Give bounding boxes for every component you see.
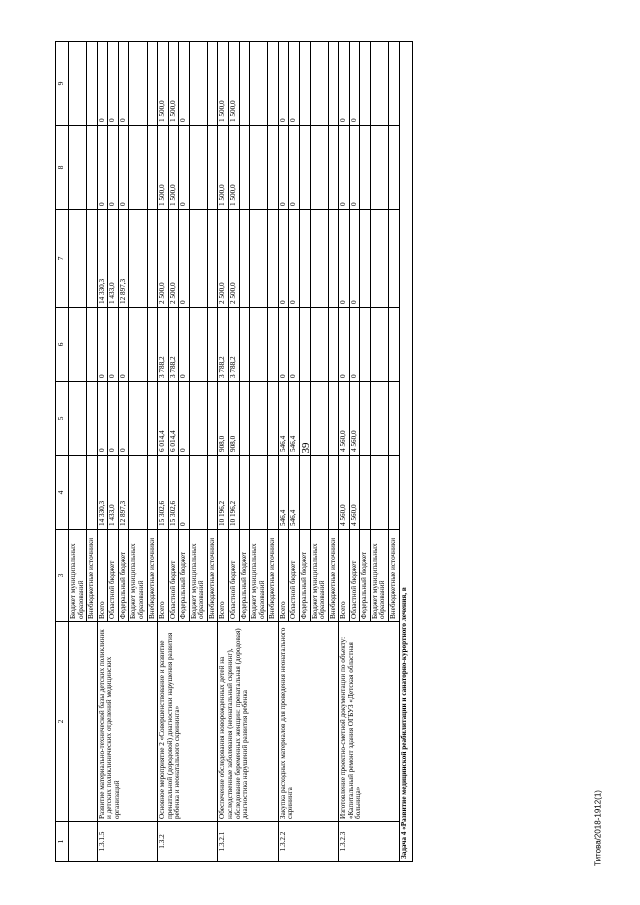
value-cell — [328, 42, 339, 126]
page-number: 39 — [300, 442, 312, 454]
value-cell: 3 788,2 — [218, 308, 229, 382]
value-cell — [87, 308, 98, 382]
value-cell: 0 — [339, 308, 350, 382]
value-cell: 1 500,0 — [218, 42, 229, 126]
value-cell — [250, 308, 268, 382]
table-row — [218, 42, 229, 862]
source-cell: Бюджет муниципальных образований — [250, 530, 268, 622]
value-cell — [370, 456, 388, 530]
value-cell — [389, 126, 400, 210]
value-cell: 0 — [289, 126, 300, 210]
value-cell — [310, 308, 328, 382]
title-cell: Изготовление проектно-сметной документации по объекту: «Капитальный ремонт здания ОГБУЗ «Детская областная больница» — [339, 622, 399, 822]
value-cell — [189, 456, 207, 530]
value-cell: 1 500,0 — [158, 42, 169, 126]
source-cell: Внебюджетные источники — [207, 530, 218, 622]
value-cell: 0 — [108, 126, 119, 210]
code-cell — [69, 822, 98, 862]
value-cell — [207, 456, 218, 530]
column-header: 1 — [56, 822, 69, 862]
value-cell — [189, 382, 207, 456]
value-cell — [189, 308, 207, 382]
value-cell: 1 500,0 — [229, 42, 240, 126]
value-cell — [389, 382, 400, 456]
source-cell: Внебюджетные источники — [87, 530, 98, 622]
value-cell — [299, 42, 310, 126]
value-cell: 4 560,0 — [339, 456, 350, 530]
source-cell: Внебюджетные источники — [268, 530, 279, 622]
value-cell: 12 897,3 — [118, 456, 129, 530]
value-cell — [250, 126, 268, 210]
value-cell — [69, 308, 87, 382]
source-cell: Всего — [278, 530, 289, 622]
value-cell: 0 — [118, 382, 129, 456]
value-cell: 2 500,0 — [168, 210, 179, 308]
value-cell: 4 560,0 — [349, 456, 360, 530]
source-cell: Федеральный бюджет — [299, 530, 310, 622]
column-header: 5 — [56, 382, 69, 456]
value-cell — [370, 308, 388, 382]
value-cell: 15 302,6 — [158, 456, 169, 530]
value-cell — [299, 308, 310, 382]
value-cell — [207, 42, 218, 126]
value-cell — [370, 210, 388, 308]
value-cell — [207, 308, 218, 382]
value-cell — [69, 456, 87, 530]
value-cell: 0 — [349, 42, 360, 126]
code-cell: 1.3.2 — [158, 822, 218, 862]
value-cell — [328, 126, 339, 210]
table-row — [69, 42, 87, 862]
budget-table — [55, 41, 413, 862]
value-cell — [129, 308, 147, 382]
column-header: 4 — [56, 456, 69, 530]
value-cell: 0 — [179, 126, 190, 210]
value-cell: 0 — [278, 126, 289, 210]
source-cell: Внебюджетные источники — [328, 530, 339, 622]
column-number-row — [56, 42, 69, 862]
value-cell — [299, 210, 310, 308]
value-cell — [239, 382, 250, 456]
value-cell: 546,4 — [278, 456, 289, 530]
value-cell — [360, 210, 371, 308]
value-cell: 3 788,2 — [158, 308, 169, 382]
value-cell: 1 500,0 — [158, 126, 169, 210]
value-cell — [389, 210, 400, 308]
value-cell — [250, 210, 268, 308]
column-header: 6 — [56, 308, 69, 382]
code-cell: 1.3.2.1 — [218, 822, 278, 862]
value-cell — [87, 42, 98, 126]
value-cell: 0 — [179, 42, 190, 126]
value-cell — [360, 308, 371, 382]
column-header: 2 — [56, 622, 69, 822]
value-cell — [299, 382, 310, 456]
column-header: 3 — [56, 530, 69, 622]
value-cell: 546,4 — [289, 456, 300, 530]
value-cell — [147, 308, 158, 382]
value-cell: 0 — [179, 382, 190, 456]
value-cell — [207, 210, 218, 308]
source-cell: Бюджет муниципальных образований — [189, 530, 207, 622]
value-cell: 546,4 — [289, 382, 300, 456]
value-cell: 14 330,3 — [97, 456, 108, 530]
value-cell — [268, 42, 279, 126]
value-cell — [69, 42, 87, 126]
title-cell: Закупка расходных материалов для проведения неонатального скрининга — [278, 622, 338, 822]
value-cell: 0 — [97, 42, 108, 126]
value-cell — [147, 210, 158, 308]
value-cell: 6 014,4 — [158, 382, 169, 456]
value-cell: 0 — [289, 308, 300, 382]
value-cell: 0 — [339, 42, 350, 126]
value-cell — [268, 456, 279, 530]
source-cell: Бюджет муниципальных образований — [129, 530, 147, 622]
value-cell — [69, 126, 87, 210]
value-cell: 0 — [278, 210, 289, 308]
value-cell: 0 — [118, 126, 129, 210]
value-cell — [268, 126, 279, 210]
column-header: 8 — [56, 126, 69, 210]
value-cell: 0 — [97, 308, 108, 382]
document-code: Титова/2018-1912(1) — [593, 790, 603, 866]
source-cell: Всего — [97, 530, 108, 622]
title-cell: Развитие материально-технической базы детских поликлиник и детских поликлинических отделений медицинских организаций — [97, 622, 157, 822]
value-cell — [239, 210, 250, 308]
value-cell: 0 — [97, 382, 108, 456]
table-row — [278, 42, 289, 862]
value-cell — [239, 456, 250, 530]
value-cell: 10 196,2 — [218, 456, 229, 530]
value-cell: 908,0 — [218, 382, 229, 456]
title-cell — [69, 622, 98, 822]
title-cell: Основное мероприятие 2 «Совершенствование и развитие пренатальной (дородовой) диагностики нарушения развития ребенка и неонатального скрининга» — [158, 622, 218, 822]
value-cell — [207, 382, 218, 456]
value-cell: 0 — [118, 308, 129, 382]
code-cell: 1.3.2.2 — [278, 822, 338, 862]
value-cell: 1 500,0 — [168, 42, 179, 126]
value-cell — [147, 42, 158, 126]
value-cell: 0 — [179, 210, 190, 308]
value-cell — [310, 126, 328, 210]
value-cell — [360, 456, 371, 530]
value-cell: 0 — [339, 210, 350, 308]
value-cell — [69, 382, 87, 456]
value-cell: 1 433,0 — [108, 456, 119, 530]
value-cell — [310, 382, 328, 456]
value-cell — [129, 210, 147, 308]
value-cell: 0 — [179, 456, 190, 530]
value-cell: 14 330,3 — [97, 210, 108, 308]
value-cell: 0 — [108, 308, 119, 382]
value-cell — [360, 382, 371, 456]
value-cell — [129, 126, 147, 210]
value-cell: 2 500,0 — [229, 210, 240, 308]
value-cell: 0 — [179, 308, 190, 382]
value-cell: 1 500,0 — [229, 126, 240, 210]
value-cell: 0 — [289, 210, 300, 308]
source-cell: Областной бюджет — [168, 530, 179, 622]
value-cell — [389, 456, 400, 530]
source-cell: Внебюджетные источники — [389, 530, 400, 622]
value-cell — [87, 210, 98, 308]
rotated-sheet — [55, 42, 585, 862]
value-cell: 0 — [118, 42, 129, 126]
value-cell: 12 897,3 — [118, 210, 129, 308]
value-cell — [87, 382, 98, 456]
value-cell: 0 — [339, 126, 350, 210]
value-cell: 10 196,2 — [229, 456, 240, 530]
value-cell: 1 500,0 — [218, 126, 229, 210]
value-cell — [370, 126, 388, 210]
value-cell: 0 — [97, 126, 108, 210]
value-cell: 0 — [289, 42, 300, 126]
task-heading: Задача 4 «Развитие медицинской реабилитации и санаторно-курортного лечения, в — [399, 42, 412, 862]
source-cell: Бюджет муниципальных образований — [370, 530, 388, 622]
value-cell — [239, 42, 250, 126]
value-cell: 1 433,0 — [108, 210, 119, 308]
value-cell: 3 788,2 — [168, 308, 179, 382]
table-row — [158, 42, 169, 862]
value-cell: 1 500,0 — [168, 126, 179, 210]
value-cell — [310, 210, 328, 308]
value-cell — [250, 382, 268, 456]
table-row — [97, 42, 108, 862]
source-cell: Бюджет муниципальных образований — [69, 530, 87, 622]
value-cell — [370, 382, 388, 456]
value-cell: 2 500,0 — [158, 210, 169, 308]
source-cell: Федеральный бюджет — [179, 530, 190, 622]
value-cell: 6 014,4 — [168, 382, 179, 456]
value-cell: 0 — [278, 42, 289, 126]
value-cell: 0 — [349, 126, 360, 210]
value-cell — [250, 456, 268, 530]
value-cell — [147, 126, 158, 210]
value-cell: 0 — [349, 308, 360, 382]
value-cell — [389, 42, 400, 126]
code-cell: 1.3.2.3 — [339, 822, 399, 862]
value-cell: 0 — [278, 308, 289, 382]
source-cell: Федеральный бюджет — [239, 530, 250, 622]
value-cell — [147, 382, 158, 456]
value-cell: 4 560,0 — [339, 382, 350, 456]
column-header: 7 — [56, 210, 69, 308]
source-cell: Всего — [218, 530, 229, 622]
value-cell — [328, 456, 339, 530]
value-cell: 546,4 — [278, 382, 289, 456]
code-cell: 1.3.1.5 — [97, 822, 157, 862]
value-cell — [189, 42, 207, 126]
source-cell: Федеральный бюджет — [118, 530, 129, 622]
value-cell: 4 560,0 — [349, 382, 360, 456]
value-cell: 0 — [108, 42, 119, 126]
value-cell — [310, 42, 328, 126]
value-cell — [239, 126, 250, 210]
source-cell: Всего — [339, 530, 350, 622]
value-cell — [328, 308, 339, 382]
value-cell — [299, 126, 310, 210]
value-cell — [129, 456, 147, 530]
value-cell — [189, 126, 207, 210]
value-cell: 3 788,2 — [229, 308, 240, 382]
value-cell — [250, 42, 268, 126]
value-cell — [268, 382, 279, 456]
value-cell — [268, 308, 279, 382]
value-cell — [239, 308, 250, 382]
value-cell — [147, 456, 158, 530]
value-cell: 0 — [349, 210, 360, 308]
value-cell — [268, 210, 279, 308]
value-cell: 0 — [108, 382, 119, 456]
value-cell — [360, 42, 371, 126]
source-cell: Областной бюджет — [229, 530, 240, 622]
source-cell: Внебюджетные источники — [147, 530, 158, 622]
source-cell: Бюджет муниципальных образований — [310, 530, 328, 622]
task-row — [399, 42, 412, 862]
value-cell — [360, 126, 371, 210]
value-cell — [129, 382, 147, 456]
value-cell — [87, 456, 98, 530]
source-cell: Областной бюджет — [349, 530, 360, 622]
value-cell — [207, 126, 218, 210]
value-cell — [370, 42, 388, 126]
value-cell — [69, 210, 87, 308]
column-header: 9 — [56, 42, 69, 126]
value-cell — [87, 126, 98, 210]
source-cell: Областной бюджет — [289, 530, 300, 622]
value-cell — [189, 210, 207, 308]
table-row — [339, 42, 350, 862]
value-cell — [129, 42, 147, 126]
title-cell: Обеспечение обследования новорожденных детей на наследственные заболевания (неонатальный скрининг), обследование беременных женщин: пренатальная (дородовая) диагностика нарушений развития ребенка — [218, 622, 278, 822]
value-cell: 2 500,0 — [218, 210, 229, 308]
value-cell — [310, 456, 328, 530]
value-cell: 15 302,6 — [168, 456, 179, 530]
value-cell — [299, 456, 310, 530]
value-cell — [328, 382, 339, 456]
source-cell: Федеральный бюджет — [360, 530, 371, 622]
value-cell — [389, 308, 400, 382]
source-cell: Всего — [158, 530, 169, 622]
source-cell: Областной бюджет — [108, 530, 119, 622]
value-cell: 908,0 — [229, 382, 240, 456]
value-cell — [328, 210, 339, 308]
